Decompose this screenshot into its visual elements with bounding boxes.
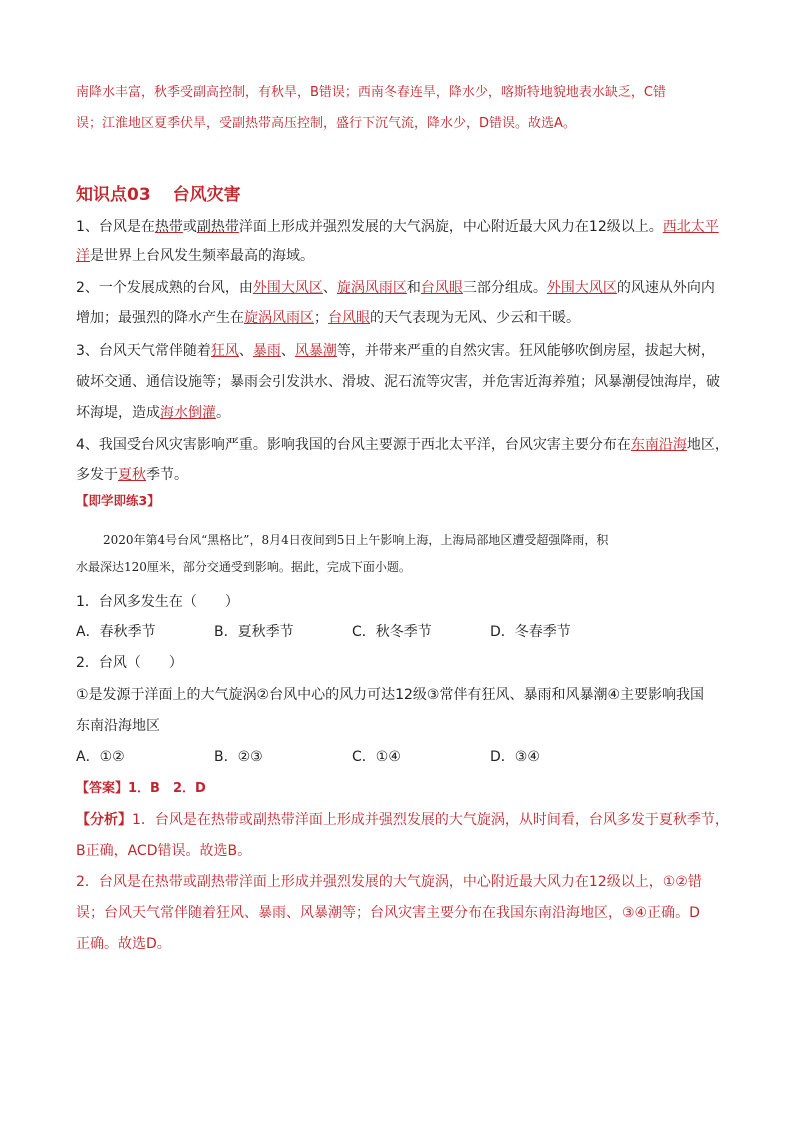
analysis-1-line-1: 【分析】1．台风是在热带或副热带洋面上形成并强烈发展的大气旋涡，从时间看，台风多发于夏秋季节， (76, 812, 729, 828)
keyword: 台风眼 (420, 280, 463, 296)
option-c: C．秋冬季节 (352, 624, 432, 640)
keyword: 台风眼 (328, 310, 370, 326)
intro-line-1: 南降水丰富，秋季受副高控制，有秋旱，B错误；西南冬春连旱，降水少，喀斯特地貌地表水缺乏，C错 (76, 85, 666, 100)
analysis-2-line-1: 2．台风是在热带或副热带洋面上形成并强烈发展的大气旋涡，中心附近最大风力在12级以上，①②错 (76, 874, 702, 890)
question-2-desc-2: 东南沿海地区 (76, 718, 160, 734)
point-4-line-2: 多发于夏秋季节。 (76, 467, 188, 483)
option-c: C．①④ (352, 749, 401, 765)
option-b: B．夏秋季节 (214, 624, 294, 640)
analysis-label: 【分析】 (76, 812, 132, 828)
keyword: 东南沿海 (630, 437, 687, 453)
practice-tag: 【即学即练3】 (76, 493, 160, 508)
keyword: 夏秋 (118, 467, 146, 483)
keyword: 旋涡风雨区 (244, 310, 314, 326)
point-2-line-1: 2、一个发展成熟的台风，由外围大风区、旋涡风雨区和台风眼三部分组成。外围大风区的风速从外向内 (76, 280, 715, 296)
keyword: 风暴潮 (294, 343, 337, 359)
question-2-stem: 2．台风（ ） (76, 655, 183, 671)
question-2-options (76, 742, 718, 773)
material-line-1: 2020年第4号台风“黑格比”，8月4日夜间到5日上午影响上海，上海局部地区遭受超强降雨，积 (103, 533, 609, 547)
analysis-2-line-2: 误；台风天气常伴随着狂风、暴雨、风暴潮等；台风灾害主要分布在我国东南沿海地区，③④正确。D (76, 905, 700, 921)
keyword: 狂风 (210, 343, 239, 359)
section-title: 台风灾害 (172, 185, 241, 205)
point-3-line-2: 破坏交通、通信设施等；暴雨会引发洪水、滑坡、泥石流等灾害，并危害近海养殖；风暴潮侵蚀海岸，破 (76, 374, 720, 390)
answer-line (76, 773, 718, 804)
analysis-1-line-2: B正确，ACD错误。故选B。 (76, 843, 252, 859)
keyword: 暴雨 (252, 343, 281, 359)
point-3-line-3: 坏海堤，造成海水倒灌。 (76, 405, 230, 421)
keyword: 海水倒灌 (160, 405, 216, 421)
question-1-options (76, 617, 718, 648)
keyword: 外围大风区 (252, 280, 323, 296)
question-2-desc-1: ①是发源于洋面上的大气旋涡②台风中心的风力可达12级③常伴有狂风、暴雨和风暴潮④主要影响我国 (76, 687, 705, 703)
option-b: B．②③ (214, 749, 263, 765)
point-1-line-2: 洋是世界上台风发生频率最高的海域。 (76, 248, 314, 264)
keyword: 旋涡风雨区 (336, 280, 407, 296)
point-3-line-1: 3、台风天气常伴随着狂风、暴雨、风暴潮等，并带来严重的自然灾害。狂风能够吹倒房屋，拔起大树， (76, 343, 715, 359)
answer-text: 1．B 2．D (128, 781, 206, 796)
analysis-2-line-3: 正确。故选D。 (76, 936, 171, 952)
option-d: D．冬春季节 (490, 624, 571, 640)
material-line-2: 水最深达120厘米，部分交通受到影响。据此，完成下面小题。 (76, 560, 411, 574)
keyword: 洋 (76, 248, 90, 264)
keyword: 热带 (154, 219, 183, 235)
keyword: 西北太平 (662, 219, 719, 235)
option-d: D．③④ (490, 749, 540, 765)
answer-label: 【答案】 (76, 781, 129, 796)
question-1-stem: 1．台风多发生在（ ） (76, 594, 239, 610)
keyword: 副热带 (196, 219, 239, 235)
point-1-line-1: 1、台风是在热带或副热带洋面上形成并强烈发展的大气涡旋，中心附近最大风力在12级以上。西北太平 (76, 219, 719, 235)
point-2-line-2: 增加；最强烈的降水产生在旋涡风雨区；台风眼的天气表现为无风、少云和干暖。 (76, 310, 580, 326)
section-number: 知识点03 (76, 185, 151, 205)
point-4-line-1: 4、我国受台风灾害影响严重。影响我国的台风主要源于西北太平洋，台风灾害主要分布在东南沿海地区， (76, 437, 729, 453)
keyword: 外围大风区 (546, 280, 617, 296)
section-heading (76, 180, 718, 205)
option-a: A．春秋季节 (76, 624, 156, 640)
option-a: A．①② (76, 749, 125, 765)
intro-line-2: 误；江淮地区夏季伏旱，受副热带高压控制，盛行下沉气流，降水少，D错误。故选A。 (76, 116, 576, 131)
